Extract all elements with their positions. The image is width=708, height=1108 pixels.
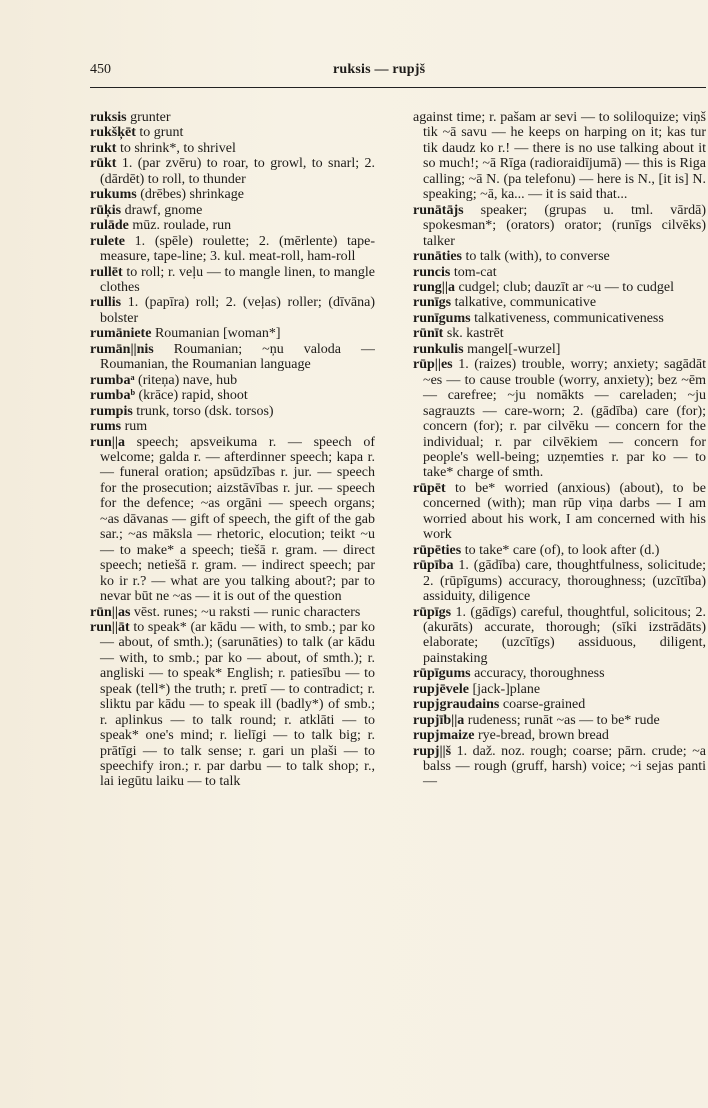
- headword: rupjīb||a: [413, 712, 465, 728]
- dictionary-entry: [413, 605, 706, 667]
- headword: rullis: [90, 295, 122, 311]
- definition: sk. kastrēt: [446, 326, 504, 342]
- definition: speaker; (grupas u. tml. vārdā) spokesman*; (orators) orator; (runīgs cilvēks) talker: [423, 202, 706, 249]
- definition: to grunt: [139, 125, 184, 141]
- dictionary-entry: [413, 342, 706, 357]
- dictionary-entry: [90, 388, 375, 403]
- dictionary-entry: [90, 125, 375, 140]
- definition: against time; r. pašam ar sevi — to soliloquize; viņš tik ~ā savu — he keeps on harping on it; kas tur tik daudz ko r.! — there is no use talking about it so much!; ~ā Rīga (radioraidījumā) — this is Riga calling; ~ā N. (pa telefonu) — here is N., [it is] N. speaking; ~ā, ka... — it is said that...: [413, 110, 706, 203]
- definition: vēst. runes; ~u raksti — runic characters: [133, 604, 361, 620]
- definition: cudgel; club; dauzīt ar ~u — to cudgel: [458, 279, 675, 295]
- definition: Roumanian; ~ņu valoda — Roumanian, the Roumanian language: [100, 341, 375, 373]
- headword: ruksis: [90, 110, 127, 125]
- headword: runātājs: [413, 202, 464, 218]
- definition: tom-cat: [453, 264, 497, 280]
- dictionary-entry: [413, 558, 706, 604]
- definition: to take* care (of), to look after (d.): [464, 542, 660, 558]
- definition: 1. (gādīgs) careful, thoughtful, solicitous; 2. (akurāts) accurate, thorough; (sīki izstrādāts) elaborate; (uzcītīgs) assiduous, diligent, painstaking: [423, 604, 706, 666]
- headword: rupjmaize: [413, 728, 475, 744]
- headword: runāties: [413, 249, 462, 265]
- headword: runkulis: [413, 341, 464, 357]
- definition: (krāce) rapid, shoot: [138, 388, 248, 404]
- headword: rumbaᵇ: [90, 388, 135, 404]
- dictionary-entry: [413, 326, 706, 341]
- dictionary-entry: [90, 141, 375, 156]
- definition: speech; apsveikuma r. — speech of welcome; galda r. — afterdinner speech; kapa r. — funeral oration; apsūdzības r. jur. — speech for the prosecution; aizstāvības r. jur. — speech for the defence; ~as orgāni — speech organs; ~as dāvanas — gift of speech, the gift of the gab sar.; ~as māksla — rhetoric, elocution; teikt ~u — to make* a speech; tiešā r. gram. — direct speech; netiešā r. gram. — indirect speech; par ko ir r.? — what are you talking about?; par to nevar būt ne ~as — it is out of the question: [100, 434, 375, 605]
- definition: 1. (raizes) trouble, worry; anxiety; sagādāt ~es — to cause trouble (worry, anxiety); bez ~ēm — carefree; ~ju nomākts — careladen; ~ju sagrauzts — care-worn; 2. (gādība) care (for); concern (for); r. par cilvēku — concern for the individual; r. par cilvēkiem — concern for people's well-being; uzņemties r. par ko — to take* charge of smth.: [423, 357, 706, 481]
- headword: rūn||as: [90, 604, 131, 620]
- dictionary-entry: [90, 404, 375, 419]
- dictionary-entry: [413, 728, 706, 743]
- dictionary-entry: [413, 666, 706, 681]
- headword: rukt: [90, 140, 117, 156]
- headword: runīgums: [413, 310, 471, 326]
- dictionary-entry: [413, 295, 706, 310]
- definition: to be* worried (anxious) (about), to be concerned (with); man rūp viņa darbs — I am worried about his work, I am concerned with his work: [423, 480, 706, 543]
- page-number: 450: [90, 62, 111, 77]
- dictionary-entry: [90, 373, 375, 388]
- right-column: [413, 110, 706, 1070]
- headword: runcis: [413, 264, 451, 280]
- headword: rūnīt: [413, 326, 444, 342]
- headword: rupjgraudains: [413, 697, 500, 713]
- dictionary-entry: [90, 234, 375, 265]
- headword: rūpēt: [413, 480, 446, 496]
- definition: to talk (with), to converse: [465, 249, 610, 265]
- page-header: [90, 62, 706, 84]
- headword: runīgs: [413, 295, 452, 311]
- dictionary-entry: [90, 419, 375, 434]
- dictionary-entry: [90, 187, 375, 202]
- headword: rumbaᵃ: [90, 372, 135, 388]
- dictionary-entry: [90, 342, 375, 373]
- headword: rumāniete: [90, 326, 152, 342]
- headword: rūpīgs: [413, 604, 452, 620]
- headword: rūķis: [90, 202, 122, 218]
- definition: drawf, gnome: [124, 202, 203, 218]
- dictionary-entry: [413, 682, 706, 697]
- dictionary-entry: [90, 620, 375, 790]
- definition: accuracy, thoroughness: [474, 666, 605, 682]
- headword: rukums: [90, 187, 137, 203]
- definition: 1. (spēle) roulette; 2. (mērlente) tape-measure, tape-line; 3. kul. meat-roll, ham-roll: [100, 233, 375, 265]
- definition: Roumanian [woman*]: [154, 326, 281, 342]
- definition: rum: [124, 419, 148, 435]
- left-column: [90, 110, 375, 1070]
- headword: rumān||nis: [90, 341, 154, 357]
- headword: rūp||es: [413, 357, 453, 373]
- headword: rupjēvele: [413, 681, 469, 697]
- headword: rukšķēt: [90, 125, 136, 141]
- dictionary-entry: [90, 605, 375, 620]
- definition: to shrink*, to shrivel: [119, 140, 236, 156]
- dictionary-entry: [90, 203, 375, 218]
- dictionary-entry: [413, 203, 706, 249]
- dictionary-entry: [90, 295, 375, 326]
- dictionary-entry: [90, 435, 375, 605]
- dictionary-entry: [413, 543, 706, 558]
- definition: [jack-]plane: [472, 681, 541, 697]
- definition: rudeness; runāt ~as — to be* rude: [467, 712, 660, 728]
- dictionary-entry: [90, 110, 375, 125]
- dictionary-entry: [413, 697, 706, 712]
- headword: rumpis: [90, 403, 133, 419]
- header-rule: [90, 87, 706, 88]
- dictionary-entry: [413, 744, 706, 790]
- dictionary-entry: [413, 110, 706, 203]
- definition: (riteņa) nave, hub: [138, 372, 238, 388]
- definition: mangel[-wurzel]: [467, 341, 561, 357]
- dictionary-entry: [90, 265, 375, 296]
- definition: trunk, torso (dsk. torsos): [136, 403, 274, 419]
- dictionary-entry: [90, 218, 375, 233]
- definition: 1. (par zvēru) to roar, to growl, to snarl; 2. (dārdēt) to roll, to thunder: [100, 156, 375, 187]
- definition: talkativeness, communicativeness: [474, 310, 664, 326]
- dictionary-entry: [413, 280, 706, 295]
- dictionary-entry: [413, 311, 706, 326]
- definition: 1. daž. noz. rough; coarse; pārn. crude; ~a balss — rough (gruff, harsh) voice; ~i sejas panti —: [423, 743, 706, 790]
- headword: rūpēties: [413, 542, 462, 558]
- headword: rulete: [90, 233, 125, 249]
- dictionary-entry: [413, 713, 706, 728]
- headword: rung||a: [413, 279, 455, 295]
- headword: run||āt: [90, 619, 130, 635]
- headword: rūpība: [413, 558, 454, 574]
- headword: rulāde: [90, 218, 129, 234]
- definition: to roll; r. veļu — to mangle linen, to mangle clothes: [100, 264, 375, 295]
- dictionary-entry: [413, 357, 706, 481]
- headword: rullēt: [90, 264, 123, 280]
- dictionary-entry: [413, 249, 706, 264]
- headword: rupj||š: [413, 743, 452, 759]
- dictionary-entry: [413, 481, 706, 543]
- definition: 1. (gādība) care, thoughtfulness, solicitude; 2. (rūpīgums) accuracy, thoroughness; (uzcītība) assiduity, diligence: [423, 558, 706, 605]
- headword: rums: [90, 419, 122, 435]
- definition: talkative, communicative: [454, 295, 597, 311]
- headword: rūpīgums: [413, 666, 471, 682]
- definition: to speak* (ar kādu — with, to smb.; par ko — about, of smth.); (sarunāties) to talk (ar kādu — with, to smb.; par ko — about, of smth.); r. angliski — to speak* English; r. patiesību — to speak (tell*) the truth; r. pretī — to contradict; r. sliktu par kādu — to speak ill (badly*) of smb.; r. aplinkus — to talk round; r. atklāti — to speak* one's mind; r. lielīgi — to talk big; r. prātīgi — to talk sense; r. gari un plaši — to speechify iron.; r. par darbu — to talk shop; r., lai iegūtu laiku — to talk: [100, 619, 375, 790]
- definition: (drēbes) shrinkage: [140, 187, 244, 203]
- dictionary-entry: [90, 326, 375, 341]
- dictionary-entry: [90, 156, 375, 187]
- definition: coarse-grained: [502, 697, 586, 713]
- headword: rūkt: [90, 156, 117, 172]
- headword: run||a: [90, 434, 125, 450]
- definition: 1. (papīra) roll; 2. (veļas) roller; (dīvāna) bolster: [100, 295, 375, 326]
- definition: mūz. roulade, run: [132, 218, 232, 234]
- definition: rye-bread, brown bread: [477, 728, 609, 744]
- definition: grunter: [130, 110, 171, 125]
- dictionary-entry: [413, 265, 706, 280]
- running-head: ruksis — rupjš: [333, 62, 426, 77]
